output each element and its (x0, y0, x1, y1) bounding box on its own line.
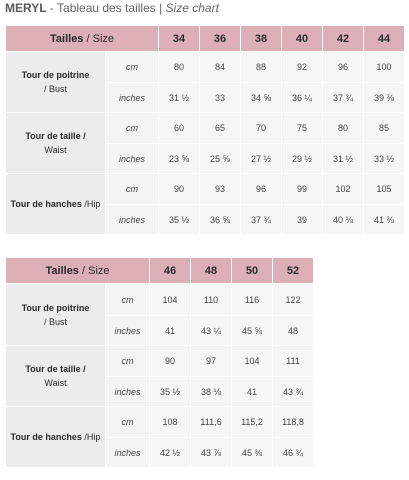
value-cell: 90 (150, 346, 191, 377)
value-cell: 104 (150, 284, 191, 316)
bust-label (6, 52, 106, 113)
value-cell: 102 (323, 174, 364, 205)
value-cell: 90 (159, 174, 200, 205)
unit-inches-label: inches (106, 377, 150, 407)
value-cell: 85 (364, 113, 405, 144)
size-header-cell: 36 (200, 26, 241, 52)
unit-inches-label: inches (106, 144, 159, 174)
brand-name: MERYL (5, 1, 47, 15)
hip-label-sep: / (81, 199, 87, 209)
value-cell: 29 ½ (282, 144, 323, 174)
page-title (5, 1, 219, 15)
unit-cm-label: cm (106, 284, 150, 316)
bust-cm-row (6, 284, 314, 316)
value-cell: 80 (159, 52, 200, 83)
size-header-row (6, 26, 405, 52)
value-cell: 40 ⅛ (323, 205, 364, 235)
size-header-cell: 50 (232, 258, 273, 284)
value-cell: 36 ¼ (282, 83, 323, 113)
waist-cm-row (6, 346, 314, 377)
size-table-1 (5, 25, 405, 235)
value-cell: 104 (232, 346, 273, 377)
value-cell: 42 ½ (150, 438, 191, 468)
value-cell: 118,8 (273, 407, 314, 438)
value-cell: 92 (282, 52, 323, 83)
value-cell: 60 (159, 113, 200, 144)
waist-label-en: Waist (44, 378, 67, 388)
value-cell: 75 (282, 113, 323, 144)
value-cell: 36 ⅝ (200, 205, 241, 235)
size-header-cell: 52 (273, 258, 314, 284)
unit-cm-label: cm (106, 346, 150, 377)
value-cell: 43 ¾ (273, 377, 314, 407)
value-cell: 38 ⅛ (191, 377, 232, 407)
size-label-en: Size (92, 32, 115, 45)
bust-label (6, 284, 106, 346)
value-cell: 80 (323, 113, 364, 144)
size-header-cell: 38 (241, 26, 282, 52)
value-cell: 105 (364, 174, 405, 205)
bust-label-en: Bust (49, 84, 68, 94)
size-label-fr: Tailles (45, 264, 79, 277)
hip-cm-row (6, 174, 405, 205)
value-cell: 33 (200, 83, 241, 113)
waist-label-en: Waist (44, 145, 67, 155)
value-cell: 111 (273, 346, 314, 377)
value-cell: 84 (200, 52, 241, 83)
title-french: Tableau des tailles (57, 1, 156, 15)
value-cell: 111,6 (191, 407, 232, 438)
unit-cm-label: cm (106, 407, 150, 438)
value-cell: 96 (241, 174, 282, 205)
size-header-cell: 34 (159, 26, 200, 52)
unit-inches-label: inches (106, 316, 150, 346)
title-slash: | (155, 1, 166, 15)
size-header-cell: 42 (323, 26, 364, 52)
value-cell: 43 ⅞ (191, 438, 232, 468)
unit-inches-label: inches (106, 205, 159, 235)
value-cell: 37 ¾ (323, 83, 364, 113)
size-label-cell (6, 26, 159, 52)
size-header-cell: 44 (364, 26, 405, 52)
value-cell: 25 ⅝ (200, 144, 241, 174)
title-separator: - (46, 1, 58, 15)
value-cell: 43 ¼ (191, 316, 232, 346)
value-cell: 35 ½ (150, 377, 191, 407)
value-cell: 31 ½ (159, 83, 200, 113)
size-label-en: Size (88, 264, 110, 277)
value-cell: 34 ⅝ (241, 83, 282, 113)
waist-cm-row (6, 113, 405, 144)
value-cell: 70 (241, 113, 282, 144)
value-cell: 45 ⅜ (232, 438, 273, 468)
bust-label-fr: Tour de poitrine (21, 70, 90, 80)
hip-label (6, 407, 106, 468)
unit-cm-label: cm (106, 113, 159, 144)
size-table-2 (5, 257, 314, 468)
value-cell: 33 ½ (364, 144, 405, 174)
value-cell: 31 ½ (323, 144, 364, 174)
size-header-row (6, 258, 314, 284)
value-cell: 116 (232, 284, 273, 316)
waist-label (6, 113, 106, 174)
value-cell: 97 (191, 346, 232, 377)
hip-label-fr: Tour de hanches (10, 199, 82, 209)
value-cell: 39 (282, 205, 323, 235)
value-cell: 48 (273, 316, 314, 346)
value-cell: 37 ¾ (241, 205, 282, 235)
value-cell: 122 (273, 284, 314, 316)
value-cell: 41 (232, 377, 273, 407)
waist-label-fr: Tour de taille / (25, 131, 86, 141)
hip-label-en: Hip (86, 432, 101, 442)
value-cell: 100 (364, 52, 405, 83)
waist-label-fr: Tour de taille / (25, 364, 86, 374)
unit-inches-label: inches (106, 438, 150, 468)
bust-label-fr: Tour de poitrine (21, 302, 90, 313)
unit-cm-label: cm (106, 52, 159, 83)
unit-cm-label: cm (106, 174, 159, 205)
waist-label (6, 346, 106, 407)
hip-cm-row (6, 407, 314, 438)
value-cell: 41 ⅜ (364, 205, 405, 235)
value-cell: 93 (200, 174, 241, 205)
unit-inches-label: inches (106, 83, 159, 113)
size-header-cell: 40 (282, 26, 323, 52)
hip-label-en: Hip (86, 199, 101, 209)
size-label-sep: / (83, 32, 93, 45)
value-cell: 46 ¾ (273, 438, 314, 468)
value-cell: 39 ⅜ (364, 83, 405, 113)
size-label-cell (6, 258, 150, 284)
value-cell: 110 (191, 284, 232, 316)
size-label-fr: Tailles (50, 32, 84, 45)
value-cell: 27 ½ (241, 144, 282, 174)
hip-label-fr: Tour de hanches (10, 432, 82, 442)
value-cell: 45 ⅝ (232, 316, 273, 346)
value-cell: 65 (200, 113, 241, 144)
value-cell: 41 (150, 316, 191, 346)
hip-label-sep: / (81, 432, 87, 442)
size-header-cell: 48 (191, 258, 232, 284)
value-cell: 108 (150, 407, 191, 438)
value-cell: 23 ⅝ (159, 144, 200, 174)
bust-label-en: Bust (49, 316, 68, 327)
size-header-cell: 46 (150, 258, 191, 284)
value-cell: 88 (241, 52, 282, 83)
value-cell: 99 (282, 174, 323, 205)
value-cell: 115,2 (232, 407, 273, 438)
value-cell: 35 ½ (159, 205, 200, 235)
hip-label (6, 174, 106, 235)
value-cell: 96 (323, 52, 364, 83)
bust-cm-row (6, 52, 405, 83)
title-english: Size chart (165, 1, 219, 15)
bust-label-sep: / (43, 316, 49, 327)
size-label-sep: / (78, 264, 89, 277)
bust-label-sep: / (43, 84, 49, 94)
